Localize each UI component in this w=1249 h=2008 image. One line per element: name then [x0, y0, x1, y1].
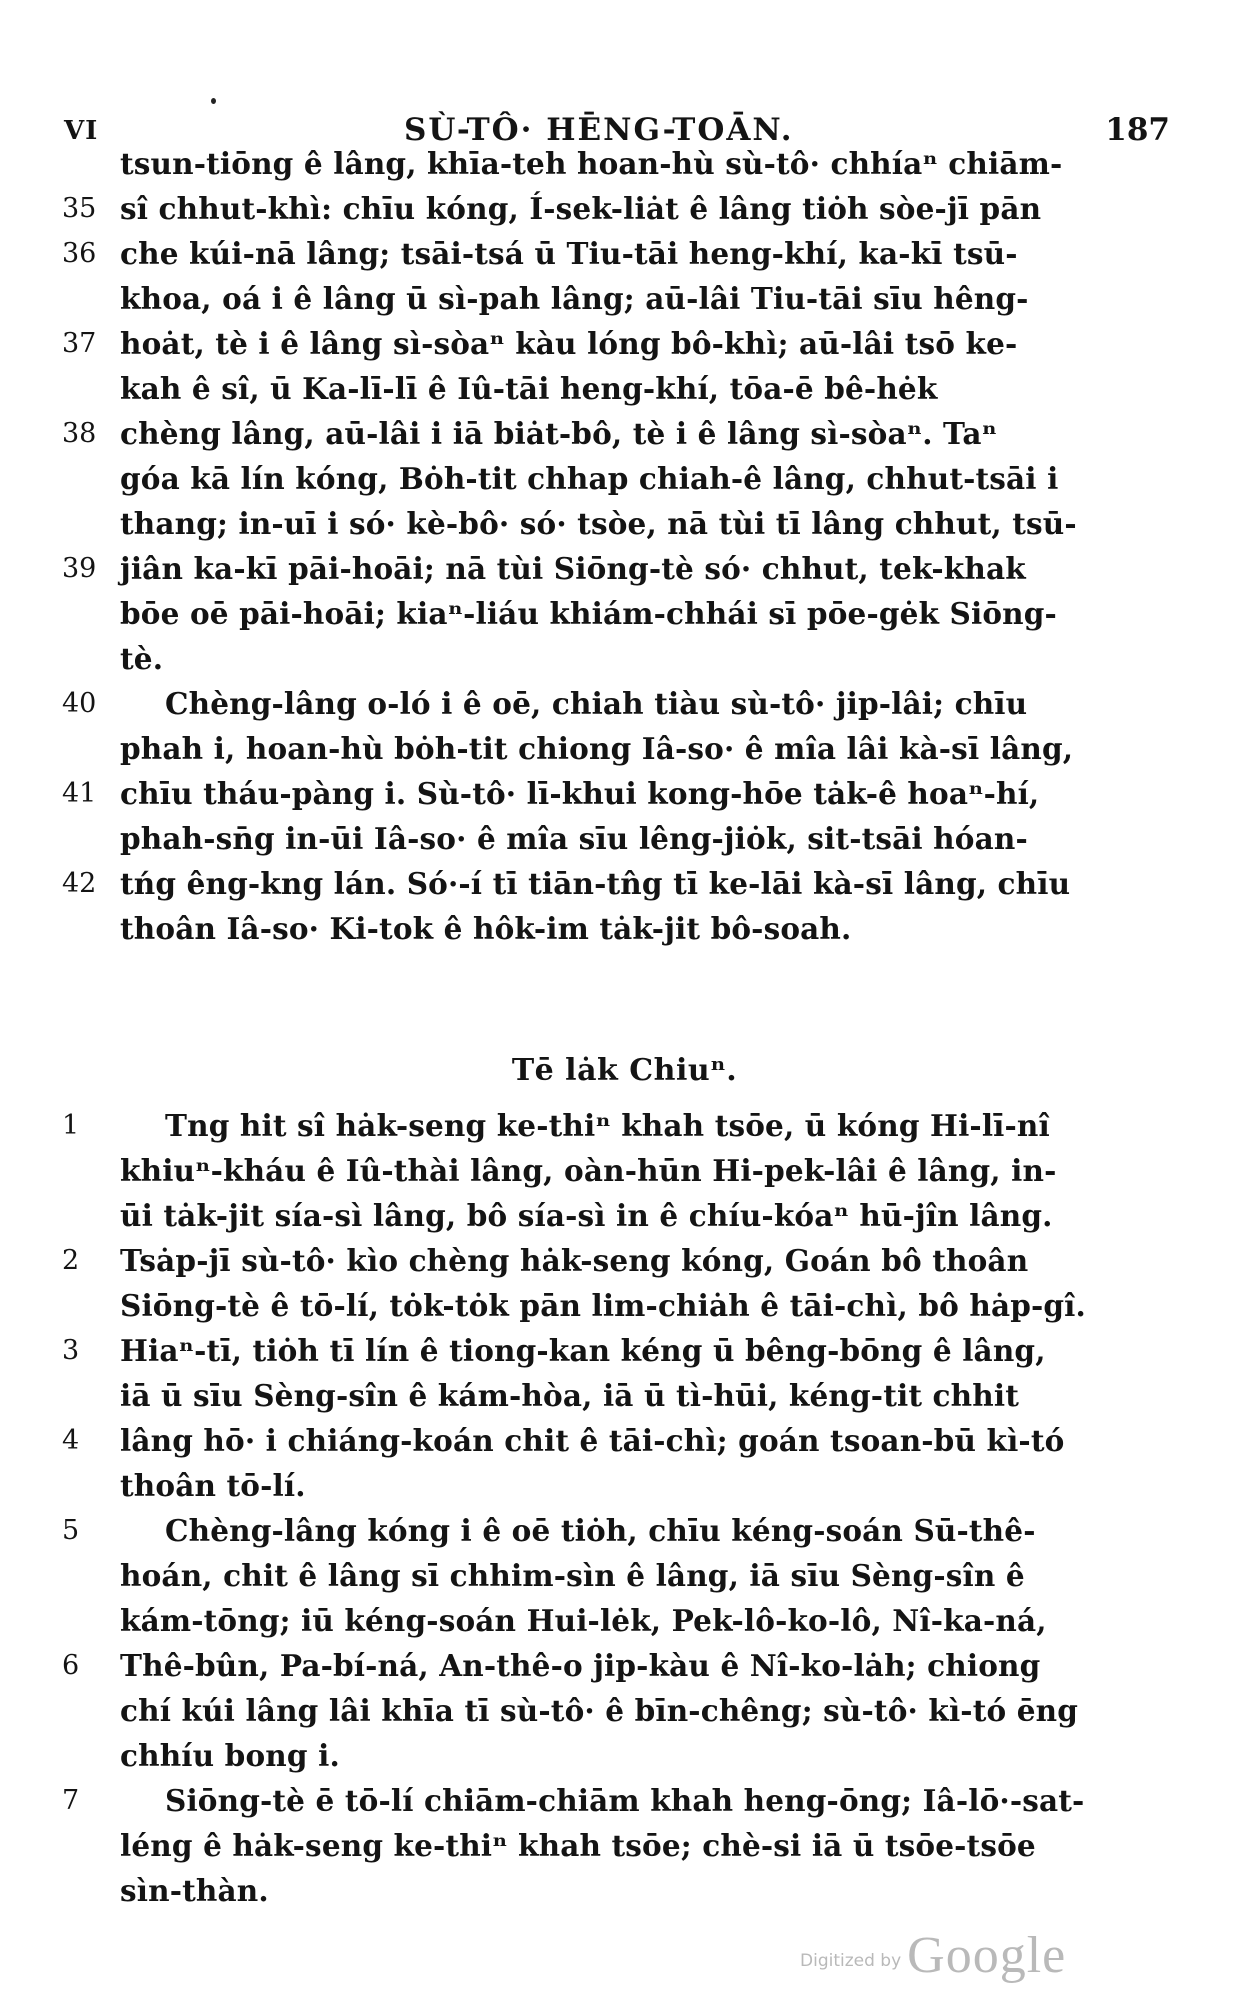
line-text: phah i, hoan-hù bȯh-tit chiong Iâ-so· ê mîa lâi kà-sī lâng,: [120, 731, 1074, 766]
verse-number: 39: [62, 553, 97, 584]
line-text: Siōng-tè ē tō-lí chiām-chiām khah heng-ōng; Iâ-lō·-sat-: [165, 1783, 1085, 1818]
line-text: che kúi-nā lâng; tsāi-tsá ū Tiu-tāi heng-khí, ka-kī tsū-: [120, 236, 1018, 271]
text-line: [0, 546, 1249, 591]
text-line: [0, 1778, 1249, 1823]
verse-number: 5: [62, 1515, 80, 1546]
line-text: thoân tō-lí.: [120, 1468, 306, 1503]
verse-number: 2: [62, 1245, 80, 1276]
line-text: chí kúi lâng lâi khīa tī sù-tô· ê bīn-chêng; sù-tô· kì-tó ēng: [120, 1693, 1079, 1728]
line-text: Chèng-lâng o-ló i ê oē, chiah tiàu sù-tô· jip-lâi; chīu: [165, 686, 1028, 721]
line-text: lâng hō· i chiáng-koán chit ê tāi-chì; goán tsoan-bū kì-tó: [120, 1423, 1065, 1458]
text-line: [0, 1688, 1249, 1733]
verse-number: 1: [62, 1110, 80, 1141]
line-text: tńg êng-kng lán. Só·-í tī tiān-tn̂g tī ke-lāi kà-sī lâng, chīu: [120, 866, 1071, 901]
line-text: khoa, oá i ê lâng ū sì-pah lâng; aū-lâi Tiu-tāi sīu hêng-: [120, 281, 1029, 316]
line-text: hoán, chit ê lâng sī chhim-sìn ê lâng, iā sīu Sèng-sîn ê: [120, 1558, 1025, 1593]
header-page-number: 187: [1105, 112, 1170, 148]
line-text: sìn-thàn.: [120, 1873, 269, 1908]
text-line: [0, 1373, 1249, 1418]
line-text: sî chhut-khì: chīu kóng, Í-sek-liȧt ê lâng tiȯh sòe-jī pān: [120, 191, 1042, 226]
line-text: iā ū sīu Sèng-sîn ê kám-hòa, iā ū tì-hūi, kéng-tit chhit: [120, 1378, 1019, 1413]
text-line: [0, 411, 1249, 456]
verse-number: 42: [62, 868, 97, 899]
text-line: [0, 591, 1249, 636]
line-text: chīu tháu-pàng i. Sù-tô· lī-khui kong-hōe tȧk-ê hoaⁿ-hí,: [120, 776, 1040, 811]
text-line: [0, 501, 1249, 546]
verse-number: 36: [62, 238, 97, 269]
text-line: [0, 366, 1249, 411]
print-speck: [211, 98, 216, 104]
verse-number: 7: [62, 1785, 80, 1816]
line-text: jiân ka-kī pāi-hoāi; nā tùi Siōng-tè só· chhut, tek-khak: [120, 551, 1026, 586]
line-text: góa kā lín kóng, Bȯh-tit chhap chiah-ê lâng, chhut-tsāi i: [120, 461, 1059, 496]
line-text: chhíu bong i.: [120, 1738, 340, 1773]
line-text: bōe oē pāi-hoāi; kiaⁿ-liáu khiám-chhái sī pōe-gėk Siōng-: [120, 596, 1057, 631]
chapter-5-end-text: [0, 141, 1249, 951]
watermark-logo-text: Google: [907, 1927, 1067, 1984]
text-line: [0, 1868, 1249, 1913]
text-line: [0, 1508, 1249, 1553]
text-line: [0, 1463, 1249, 1508]
text-line: [0, 1418, 1249, 1463]
header-volume: VI: [64, 116, 99, 146]
line-text: tè.: [120, 641, 164, 676]
line-text: kám-tōng; iū kéng-soán Hui-lėk, Pek-lô-ko-lô, Nî-ka-ná,: [120, 1603, 1047, 1638]
line-text: Hiaⁿ-tī, tiȯh tī lín ê tiong-kan kéng ū bêng-bōng ê lâng,: [120, 1333, 1046, 1368]
line-text: hoȧt, tè i ê lâng sì-sòaⁿ kàu lóng bô-khì; aū-lâi tsō ke-: [120, 326, 1018, 361]
text-line: [0, 1238, 1249, 1283]
text-line: [0, 771, 1249, 816]
line-text: phah-sn̄g in-ūi Iâ-so· ê mîa sīu lêng-jiȯk, sit-tsāi hóan-: [120, 821, 1028, 856]
text-line: [0, 231, 1249, 276]
text-line: [0, 456, 1249, 501]
header-title: SÙ-TÔ· HĒNG-TOĀN.: [404, 112, 794, 148]
verse-number: 37: [62, 328, 97, 359]
watermark-small-text: Digitized by: [800, 1951, 902, 1971]
line-text: Chèng-lâng kóng i ê oē tiȯh, chīu kéng-soán Sū-thê-: [165, 1513, 1036, 1548]
verse-number: 35: [62, 193, 97, 224]
verse-number: 4: [62, 1425, 80, 1456]
text-line: [0, 906, 1249, 951]
text-line: [0, 1283, 1249, 1328]
line-text: Thê-bûn, Pa-bí-ná, An-thê-o jip-kàu ê Nî-ko-lȧh; chiong: [120, 1648, 1041, 1683]
verse-number: 3: [62, 1335, 80, 1366]
digitized-by-google-watermark: [800, 1926, 1066, 1985]
text-line: [0, 1193, 1249, 1238]
text-line: [0, 141, 1249, 186]
verse-number: 6: [62, 1650, 80, 1681]
text-line: [0, 636, 1249, 681]
verse-number: 41: [62, 778, 97, 809]
text-line: [0, 186, 1249, 231]
text-line: [0, 681, 1249, 726]
line-text: tsun-tiōng ê lâng, khīa-teh hoan-hù sù-tô· chhíaⁿ chiām-: [120, 146, 1063, 181]
text-line: [0, 1643, 1249, 1688]
line-text: ūi tȧk-jit sía-sì lâng, bô sía-sì in ê chíu-kóaⁿ hū-jîn lâng.: [120, 1198, 1053, 1233]
text-line: [0, 726, 1249, 771]
line-text: Siōng-tè ê tō-lí, tȯk-tȯk pān lim-chiȧh ê tāi-chì, bô hȧp-gî.: [120, 1288, 1086, 1323]
line-text: kah ê sî, ū Ka-lī-lī ê Iû-tāi heng-khí, tōa-ē bê-hėk: [120, 371, 938, 406]
text-line: [0, 1328, 1249, 1373]
text-line: [0, 1553, 1249, 1598]
section-title: Tē lȧk Chiuⁿ.: [511, 1053, 738, 1088]
line-text: khiuⁿ-kháu ê Iû-thài lâng, oàn-hūn Hi-pek-lâi ê lâng, in-: [120, 1153, 1057, 1188]
verse-number: 38: [62, 418, 97, 449]
text-line: [0, 276, 1249, 321]
line-text: thang; in-uī i só· kè-bô· só· tsòe, nā tùi tī lâng chhut, tsū-: [120, 506, 1077, 541]
text-line: [0, 861, 1249, 906]
chapter-6-text: [0, 1103, 1249, 1913]
text-line: [0, 1733, 1249, 1778]
line-text: Tng hit sî hȧk-seng ke-thiⁿ khah tsōe, ū kóng Hi-lī-nî: [165, 1108, 1050, 1143]
line-text: Tsȧp-jī sù-tô· kìo chèng hȧk-seng kóng, Goán bô thoân: [120, 1243, 1029, 1278]
text-line: [0, 1823, 1249, 1868]
text-line: [0, 321, 1249, 366]
text-line: [0, 1103, 1249, 1148]
text-line: [0, 1598, 1249, 1643]
text-line: [0, 816, 1249, 861]
text-line: [0, 1148, 1249, 1193]
line-text: léng ê hȧk-seng ke-thiⁿ khah tsōe; chè-si iā ū tsōe-tsōe: [120, 1828, 1036, 1863]
line-text: chèng lâng, aū-lâi i iā biȧt-bô, tè i ê lâng sì-sòaⁿ. Taⁿ: [120, 416, 998, 451]
line-text: thoân Iâ-so· Ki-tok ê hôk-im tȧk-jit bô-soah.: [120, 911, 852, 946]
verse-number: 40: [62, 688, 97, 719]
